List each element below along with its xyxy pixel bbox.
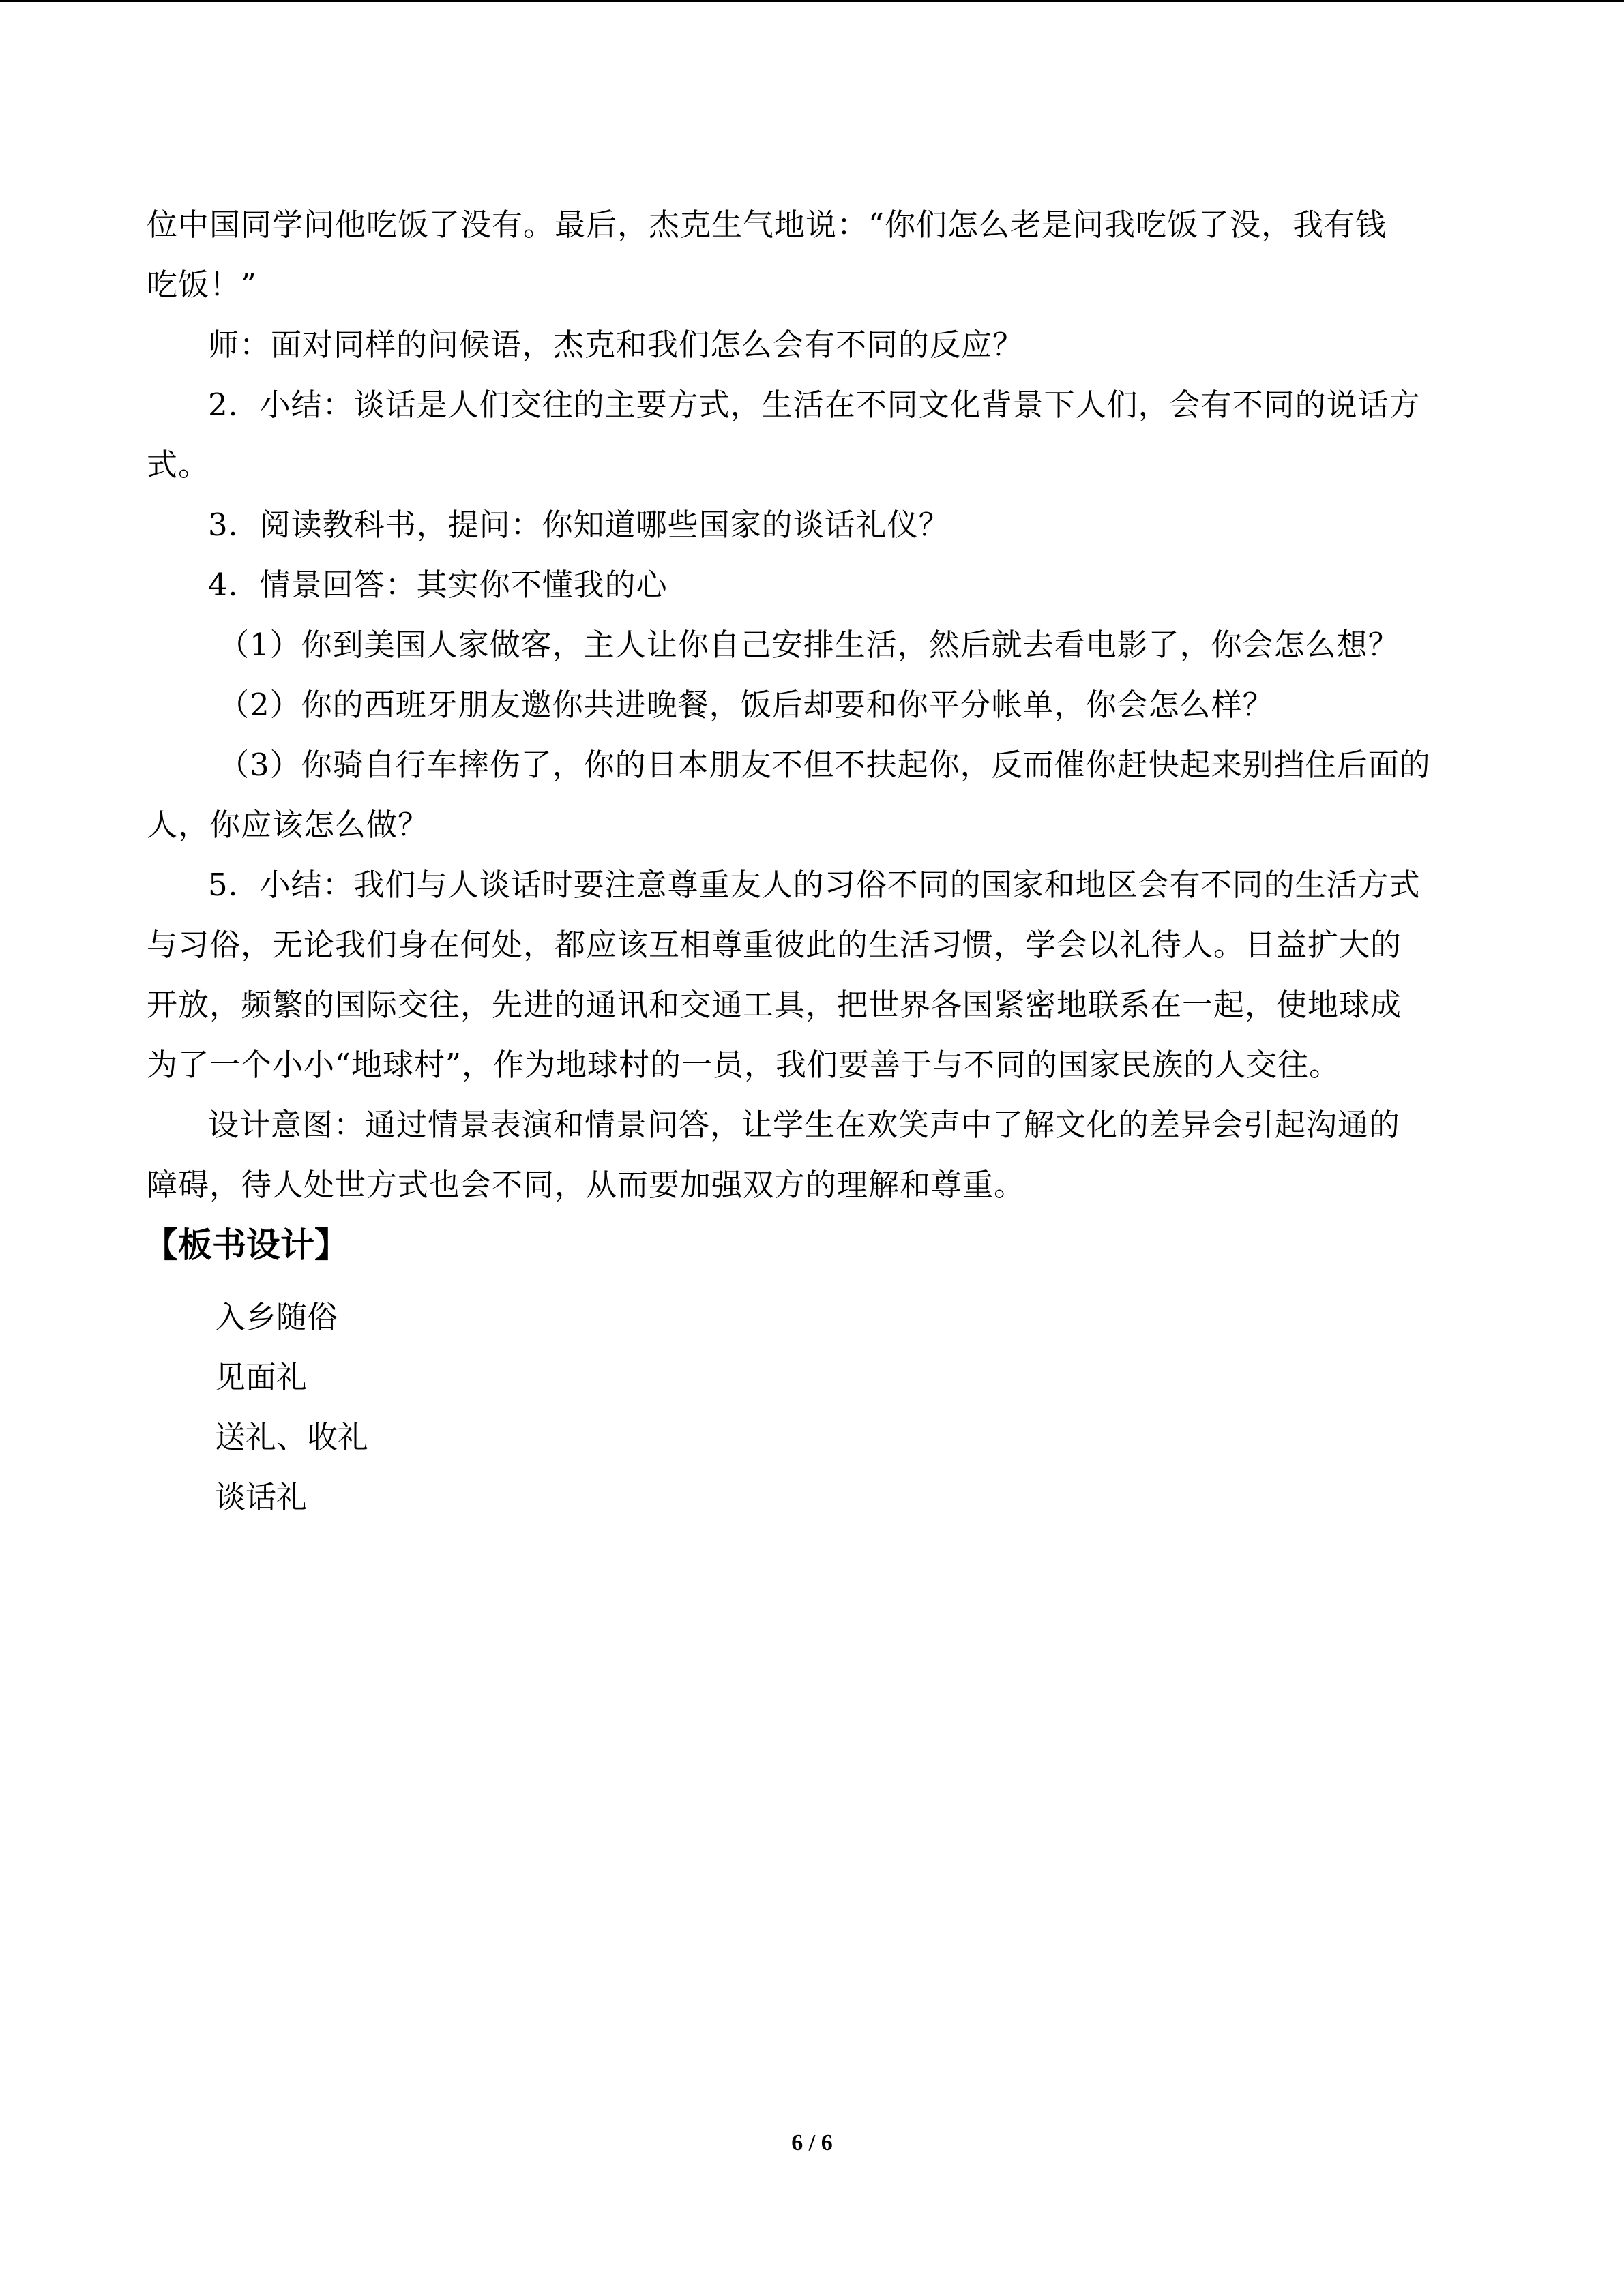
paragraph-line: 式。 [147,447,210,483]
paragraph-line: 开放，频繁的国际交往，先进的通讯和交通工具，把世界各国紧密地联系在一起，使地球成 [147,987,1402,1023]
section-heading-board-design: 【板书设计】 [144,1225,349,1265]
board-item: 送礼、收礼 [215,1419,369,1455]
board-item: 谈话礼 [215,1479,308,1515]
paragraph-line: 2．小结：谈话是人们交往的主要方式，生活在不同文化背景下人们，会有不同的说话方 [208,387,1421,423]
paragraph-line: 障碍，待人处世方式也会不同，从而要加强双方的理解和尊重。 [147,1167,1026,1203]
paragraph-line: （2）你的西班牙朋友邀你共进晚餐，饭后却要和你平分帐单，你会怎么样？ [218,687,1274,723]
paragraph-line: 为了一个小小“地球村”，作为地球村的一员，我们要善于与不同的国家民族的人交往。 [147,1047,1341,1083]
board-item: 见面礼 [215,1359,308,1395]
paragraph-line: （1）你到美国人家做客，主人让你自己安排生活，然后就去看电影了，你会怎么想？ [218,627,1400,663]
page-number: 6 / 6 [791,2130,833,2156]
paragraph-line: 与习俗，无论我们身在何处，都应该互相尊重彼此的生活习惯，学会以礼待人。日益扩大的 [147,927,1402,963]
paragraph-line: 设计意图：通过情景表演和情景问答，让学生在欢笑声中了解文化的差异会引起沟通的 [208,1107,1401,1143]
board-item: 入乡随俗 [215,1299,338,1335]
paragraph-line: （3）你骑自行车摔伤了，你的日本朋友不但不扶起你，反而催你赶快起来别挡住后面的 [218,747,1431,783]
paragraph-line: 4．情景回答：其实你不懂我的心 [208,567,668,603]
paragraph-line: 人，你应该怎么做？ [147,807,430,843]
paragraph-line: 3．阅读教科书，提问：你知道哪些国家的谈话礼仪？ [208,507,950,543]
paragraph-line: 师：面对同样的问候语，杰克和我们怎么会有不同的反应？ [208,327,1024,363]
paragraph-line: 位中国同学问他吃饭了没有。最后，杰克生气地说：“你们怎么老是问我吃饭了没，我有钱 [147,207,1387,243]
paragraph-line: 吃饭！” [147,267,258,303]
paragraph-line: 5．小结：我们与人谈话时要注意尊重友人的习俗不同的国家和地区会有不同的生活方式 [208,867,1421,903]
top-border-line [0,0,1624,2]
